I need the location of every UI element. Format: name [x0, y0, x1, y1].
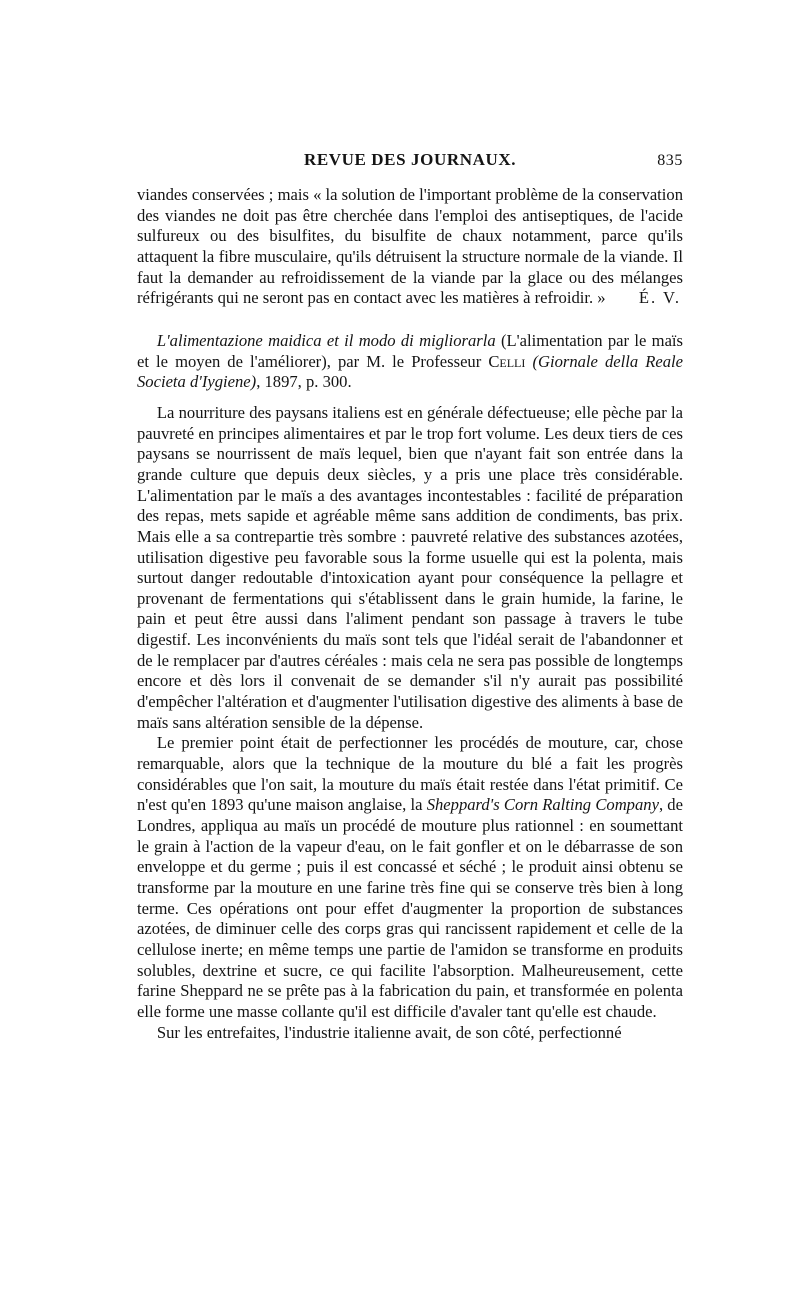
- company-name: Sheppard's Corn Ralting Company: [426, 795, 659, 815]
- page-header: [137, 150, 683, 180]
- paragraph-meat-conservation: [137, 185, 683, 309]
- paragraph-milling: [137, 733, 683, 1022]
- author-signature: É. V.: [638, 288, 681, 308]
- journal-name: (Giornale della Reale Societa d'Iygiene): [137, 351, 683, 392]
- article-reference: , 1897, p. 300.: [256, 372, 352, 392]
- paragraph-text: Sur les entrefaites, l'industrie italienne avait, de son côté, perfectionné: [156, 1022, 622, 1042]
- article-title: L'alimentazione maidica et il modo di migliorarla: [156, 330, 496, 350]
- article-citation: [137, 331, 683, 393]
- running-title: REVUE DES JOURNAUX.: [303, 150, 517, 169]
- paragraph-text: , de Londres, appliqua au maïs un procédé de mouture plus rationnel : en soumettant le grain à l'action de la vapeur d'eau, on le fait gonfler et on le débarrasse de son enveloppe et du germe ; puis il est concassé et séché ; le produit ainsi obtenu se transforme par la mouture en une farine très fine qui se conserve très bien à long terme. Ces opérations ont pour effet d'augmenter la proportion de substances azotées, de diminuer celle des corps gras qui rancissent rapidement et celle de la cellulose inerte; en même temps une partie de l'amidon se transforme en produits solubles, dextrine et sucre, ce qui facilite l'absorption. Malheureusement, cette farine Sheppard ne se prête pas à la fabrication du pain, et transformée en polenta elle forme une masse collante qu'il est difficile d'avaler tant qu'elle est chaude.: [137, 795, 683, 1021]
- paragraph-peasant-nutrition: [137, 403, 683, 734]
- paragraph-text: La nourriture des paysans italiens est en générale défectueuse; elle pèche par la pauvreté en principes alimentaires et par le trop fort volume. Les deux tiers de ces paysans se nourrissent de maïs lequel, bien que n'ayant fait son entrée dans la grande culture que depuis deux siècles, y a pris une place très considérable. L'alimentation par le maïs a des avantages incontestables : facilité de préparation des repas, mets sapide et agréable même sans addition de condiments, bas prix. Mais elle a sa contrepartie très sombre : pauvreté relative des substances azotées, utilisation digestive peu favorable sous la forme usuelle qui est la polenta, mais surtout danger redoutable d'intoxication ayant pour conséquence la pellagre et provenant de fermentations qui s'établissent dans le grain humide, la farine, le pain et peut être aussi dans l'aliment pendant son passage à travers le tube digestif. Les inconvénients du maïs sont tels que l'idéal serait de l'abandonner et de le remplacer par d'autres céréales : mais cela ne sera pas possible de longtemps encore et dès lors il convenait de se demander s'il n'y aurait pas possibilité d'empêcher l'altération et d'augmenter l'utilisation digestive des aliments à base de maïs sans altération sensible de la dépense.: [137, 402, 683, 732]
- paragraph-text: Le premier point était de perfectionner les procédés de mouture, car, chose remarquable, alors que la technique de la mouture du blé a fait les progrès considérables que l'on sait, la mouture du maïs était restée dans l'état primitif. Ce n'est qu'en 1893 qu'une maison anglaise, la: [137, 733, 683, 815]
- page-number: 835: [657, 152, 683, 169]
- document-page: [137, 150, 683, 1043]
- paragraph-text: viandes conservées ; mais « la solution de l'important problème de la conservation des viandes ne doit pas être cherchée dans l'emploi des antiseptiques, de l'acide sulfureux ou des bisulfites, du bisulfite de chaux notamment, parce qu'ils attaquent la fibre musculaire, qu'ils détruisent la structure normale de la viande. Il faut la demander au refroidissement de la viande par la glace ou des mélanges réfrigérants qui ne seront pas en contact avec les matières à refroidir. »: [137, 185, 683, 308]
- paragraph-italian-industry: [137, 1023, 683, 1044]
- article-description: (L'alimentation par le maïs et le moyen de l'améliorer), par M. le Professeur: [137, 330, 683, 371]
- article-author: Celli: [488, 351, 526, 371]
